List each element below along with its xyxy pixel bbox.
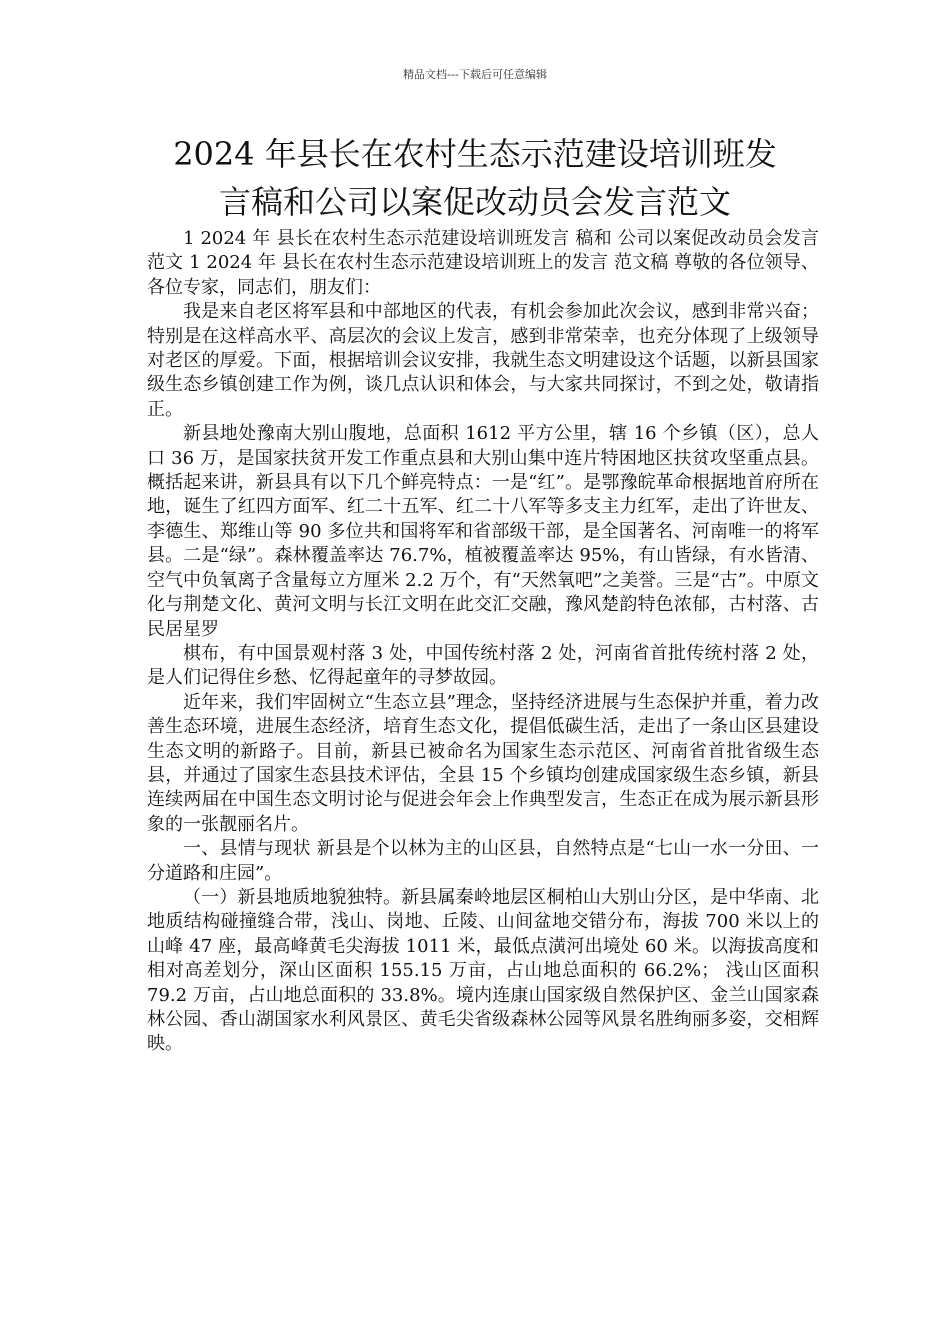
document-title xyxy=(135,130,815,226)
paragraph-recent-years: 近年来，我们牢固树立“生态立县”理念，坚持经济进展与生态保护并重，着力改善生态环境，进展生态经济，培育生态文化，提倡低碳生活，走出了一条山区县建设生态文明的新路子。目前，新县已被命名为国家生态示范区、河南省首批省级生态县，并通过了国家生态县技术评估，全县 15 个乡镇均创建成国家级生态乡镇，新县连续两届在中国生态文明讨论与促进会年会上作典型发言，生态正在成为展示新县形象的一张靓丽名片。 xyxy=(147,691,819,835)
paragraph-section-1: 一、县情与现状 新县是个以林为主的山区县，自然特点是“七山一水一分田、一分道路和庄园”。 xyxy=(147,838,819,884)
document-title-line-2: 言稿和公司以案促改动员会发言范文 xyxy=(218,183,731,221)
document-body xyxy=(147,227,819,1057)
document-title-line-1: 2024 年县长在农村生态示范建设培训班发 xyxy=(173,135,777,173)
paragraph-intro: 1 2024 年 县长在农村生态示范建设培训班发言 稿和 公司以案促改动员会发言 范文 1 2024 年 县长在农村生态示范建设培训班上的发言 范文稿 尊敬的各位领导、各位专家，同志们，朋友们： xyxy=(147,228,819,298)
paragraph-villages: 棋布，有中国景观村落 3 处，中国传统村落 2 处，河南省首批传统村落 2 处，是人们记得住乡愁、忆得起童年的寻梦故园。 xyxy=(147,642,819,689)
paragraph-opening: 我是来自老区将军县和中部地区的代表，有机会参加此次会议，感到非常兴奋； 特别是在这样高水平、高层次的会议上发言，感到非常荣幸，也充分体现了上级领导对老区的厚爱。下面，根据培训会议安排，我就生态文明建设这个话题，以新县国家级生态乡镇创建工作为例，谈几点认识和体会，与大家共同探讨，不到之处，敬请指正。 xyxy=(147,301,819,420)
paragraph-geology: （一）新县地质地貌独特。新县属秦岭地层区桐柏山大别山分区，是中华南、北地质结构碰撞缝合带，浅山、岗地、丘陵、山间盆地交错分布，海拔 700 米以上的山峰 47 座，最高峰黄毛尖海拔 1011 米，最低点潢河出境处 60 米。以海拔高度和相对高差划分，深山区面积 155.15 万亩，占山地总面积的 66.2%； 浅山区面积 79.2 万亩，占山地总面积的 33.8%。境内连康山国家级自然保护区、金兰山国家森林公园、香山湖国家水利风景区、黄毛尖省级森林公园等风景名胜绚丽多姿，交相辉映。 xyxy=(147,886,819,1055)
paragraph-county-overview: 新县地处豫南大别山腹地，总面积 1612 平方公里，辖 16 个乡镇（区），总人口 36 万，是国家扶贫开发工作重点县和大别山集中连片特困地区扶贫攻坚重点县。概括起来讲，新县具有以下几个鲜亮特点：一是“红”。是鄂豫皖革命根据地首府所在地，诞生了红四方面军、红二十五军、红二十八军等多支主力红军，走出了许世友、李德生、郑维山等 90 多位共和国将军和省部级干部，是全国著名、河南唯一的将军县。二是“绿”。森林覆盖率达 76.7%，植被覆盖率达 95%，有山皆绿，有水皆清、空气中负氧离子含量每立方厘米 2.2 万个，有“天然氧吧”之美誉。三是“古”。中原文化与荆楚文化、黄河文明与长江文明在此交汇交融，豫风楚韵特色浓郁，古村落、古民居星罗 xyxy=(147,423,819,640)
page-header-note: 精品文档---下载后可任意编辑 xyxy=(403,68,547,81)
